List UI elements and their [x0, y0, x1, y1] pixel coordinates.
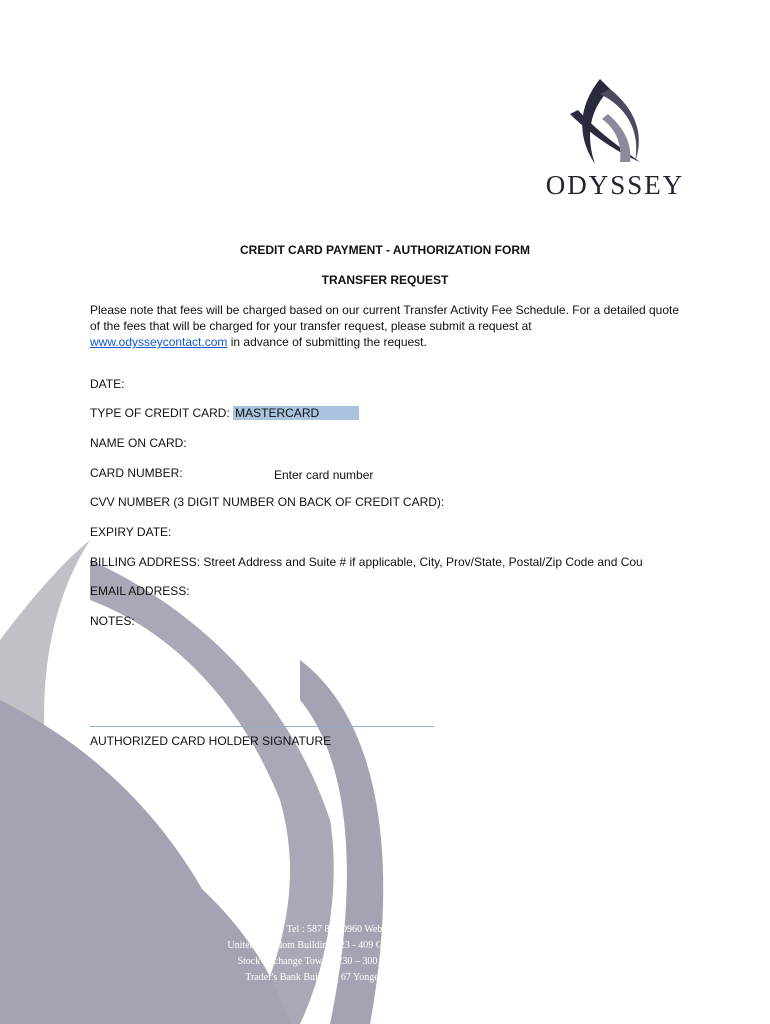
logo-wordmark: ODYSSEY	[545, 170, 685, 200]
signature-label: AUTHORIZED CARD HOLDER SIGNATURE	[90, 734, 332, 748]
form-subtitle: TRANSFER REQUEST	[321, 273, 449, 287]
card-type-select[interactable]: MASTERCARD	[233, 406, 359, 420]
name-on-card-label: NAME ON CARD:	[90, 436, 187, 450]
card-type-label: TYPE OF CREDIT CARD:	[90, 406, 230, 420]
odyssey-logo	[540, 74, 690, 204]
card-number-input[interactable]: Enter card number	[274, 468, 374, 482]
footer-address-calgary: Stock Exchange Tower 1230 – 300 5th Avenue SW Calgary AB, T2P 3C4	[237, 956, 533, 967]
notes-label: NOTES:	[90, 614, 135, 628]
odyssey-wave-icon	[540, 74, 690, 170]
intro-text: Please note that fees will be charged based on our current Transfer Activity Fee Schedule. For a detailed quote of the fees that will be charged for your transfer request, please submit a request at	[90, 303, 680, 333]
signature-line[interactable]	[90, 726, 434, 727]
footer-address-vancouver: United Kingdom Building 323 - 409 Granville Street Vancouver BC, V6C 1T2	[227, 940, 543, 951]
date-label: DATE:	[90, 377, 125, 391]
email-address-label: EMAIL ADDRESS:	[90, 584, 190, 598]
card-type-row	[90, 406, 359, 420]
footer-contact: Tel : 587 883 0960 Web : www.odysseytrust.com	[286, 924, 484, 935]
odyssey-contact-link[interactable]: www.odysseycontact.com	[90, 335, 228, 349]
intro-paragraph	[90, 302, 690, 350]
card-number-label: CARD NUMBER:	[90, 466, 183, 480]
cvv-label: CVV NUMBER (3 DIGIT NUMBER ON BACK OF CREDIT CARD):	[90, 495, 445, 509]
form-title: CREDIT CARD PAYMENT - AUTHORIZATION FORM	[240, 243, 530, 257]
footer-address-toronto: Trader's Bank Building 67 Yonge St, Suite 702 Toronto, ON M5E 1J8	[245, 972, 525, 983]
expiry-date-label: EXPIRY DATE:	[90, 525, 172, 539]
billing-address-label: BILLING ADDRESS: Street Address and Suite # if applicable, City, Prov/State, Postal/Zip Code and Cou	[90, 555, 643, 569]
intro-suffix: in advance of submitting the request.	[227, 335, 427, 349]
